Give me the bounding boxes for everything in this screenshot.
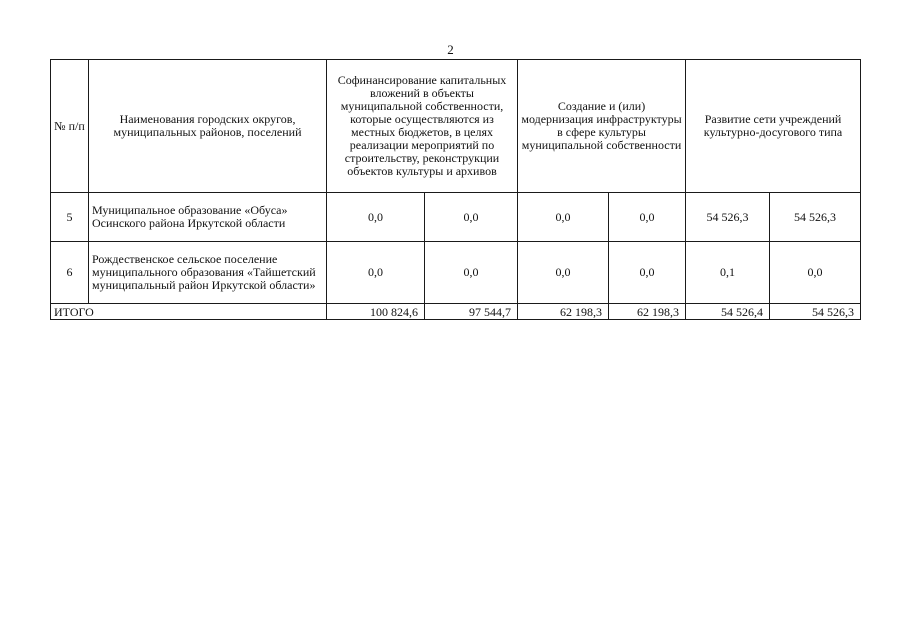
total-value: 54 526,4 — [686, 304, 770, 320]
row-value: 0,0 — [425, 193, 518, 242]
row-value: 0,0 — [425, 242, 518, 304]
row-name: Рождественское сельское поселение муниципального образования «Тайшетский муниципальный район Иркутской области» — [89, 242, 327, 304]
row-value: 0,0 — [770, 242, 861, 304]
table-total-row — [51, 304, 861, 320]
table-header-row — [51, 60, 861, 193]
total-value: 97 544,7 — [425, 304, 518, 320]
table-row — [51, 193, 861, 242]
funding-table — [50, 59, 861, 320]
table-row — [51, 242, 861, 304]
row-value: 54 526,3 — [686, 193, 770, 242]
row-value: 54 526,3 — [770, 193, 861, 242]
row-value: 0,1 — [686, 242, 770, 304]
header-cofinancing: Софинансирование капитальных вложений в объекты муниципальной собственности, которые осуществляются из местных бюджетов, в целях реализации мероприятий по строительству, реконструкции объектов культуры и архивов — [327, 60, 518, 193]
total-value: 100 824,6 — [327, 304, 425, 320]
row-number: 6 — [51, 242, 89, 304]
row-value: 0,0 — [518, 242, 609, 304]
row-value: 0,0 — [327, 242, 425, 304]
total-value: 62 198,3 — [609, 304, 686, 320]
page-number: 2 — [447, 42, 454, 57]
header-infrastructure: Создание и (или) модернизация инфраструктуры в сфере культуры муниципальной собственности — [518, 60, 686, 193]
row-value: 0,0 — [518, 193, 609, 242]
row-value: 0,0 — [327, 193, 425, 242]
total-label: ИТОГО — [51, 304, 327, 320]
header-cultural-network: Развитие сети учреждений культурно-досугового типа — [686, 60, 861, 193]
total-value: 54 526,3 — [770, 304, 861, 320]
row-name: Муниципальное образование «Обуса» Осинского района Иркутской области — [89, 193, 327, 242]
header-num: № п/п — [51, 60, 89, 193]
row-value: 0,0 — [609, 193, 686, 242]
row-value: 0,0 — [609, 242, 686, 304]
header-name: Наименования городских округов, муниципальных районов, поселений — [89, 60, 327, 193]
row-number: 5 — [51, 193, 89, 242]
total-value: 62 198,3 — [518, 304, 609, 320]
